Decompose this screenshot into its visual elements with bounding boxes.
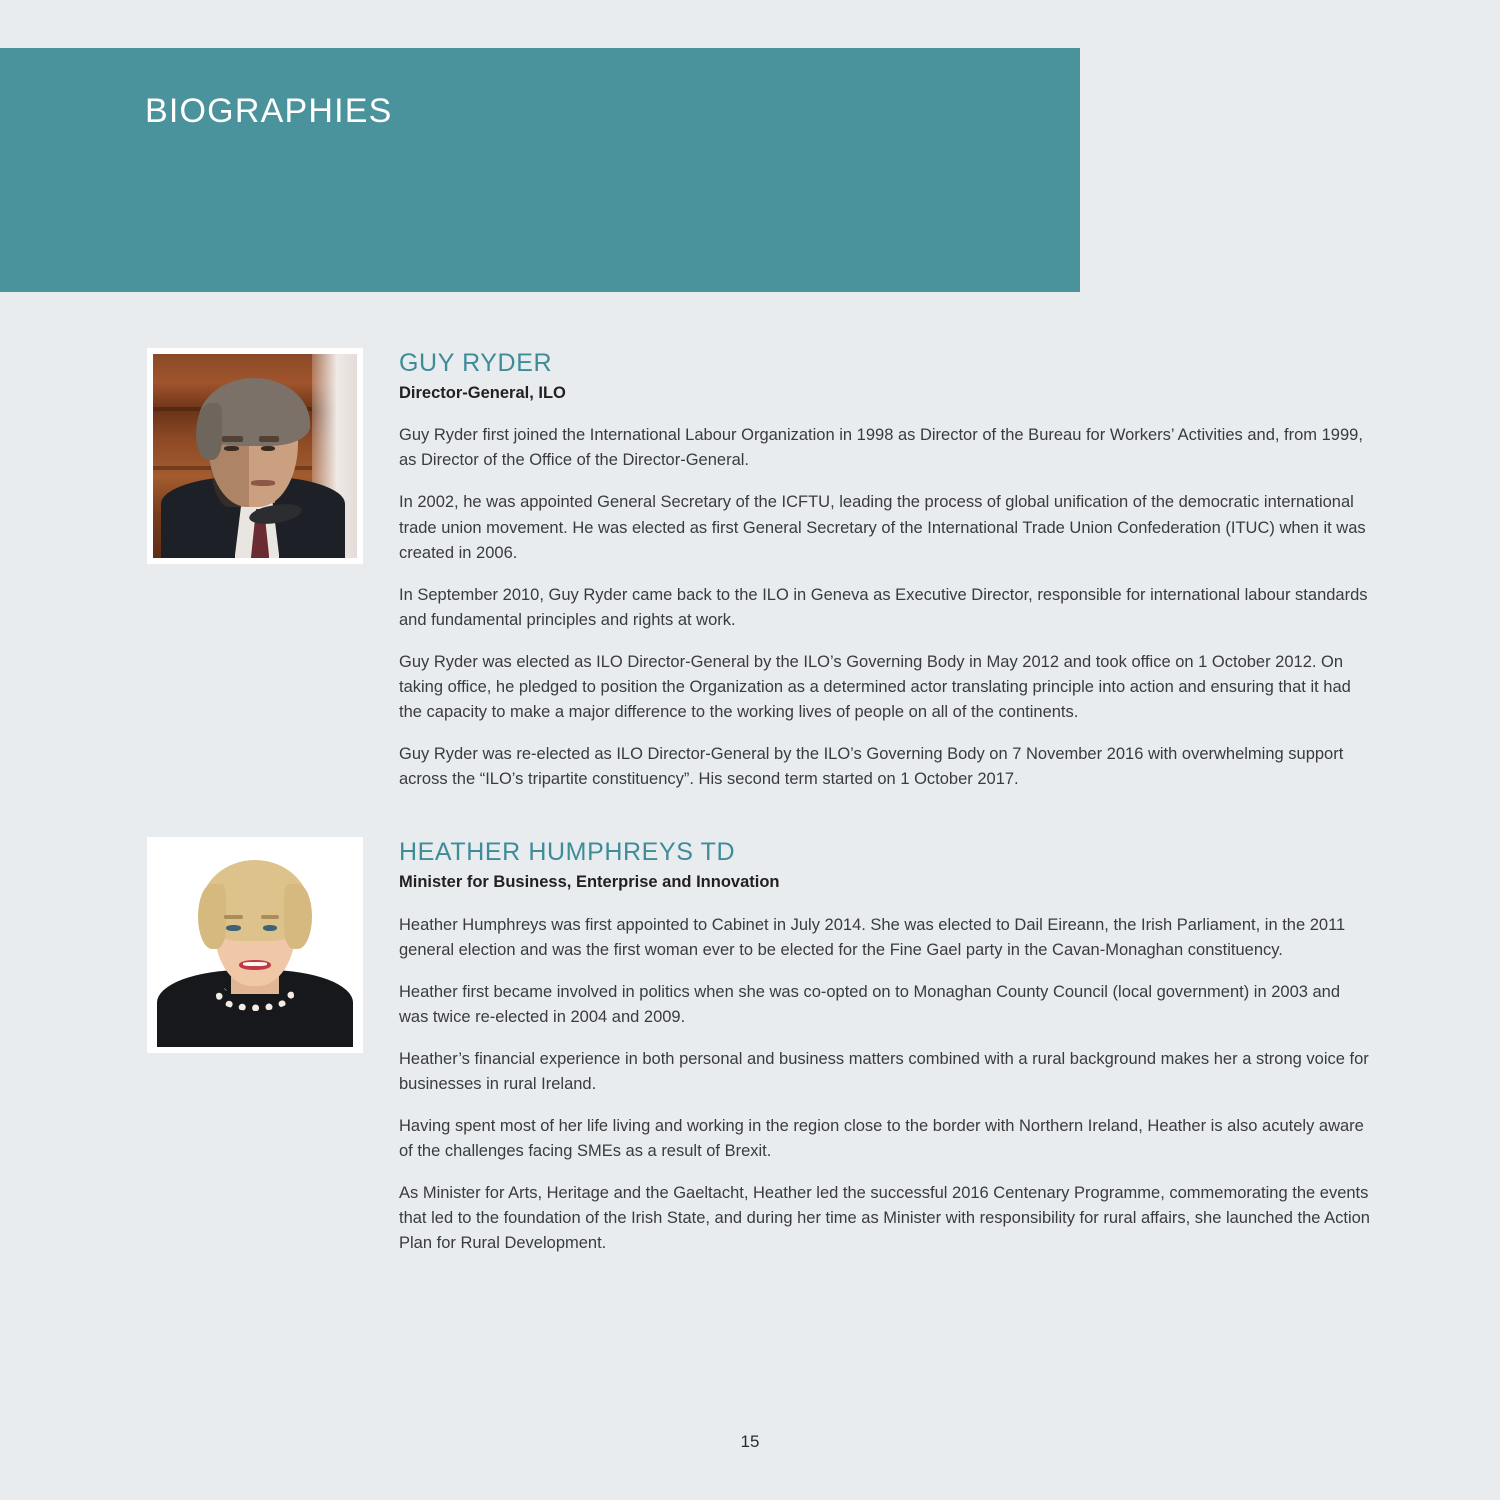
photo-mouth bbox=[251, 480, 275, 485]
photo-eye-right bbox=[263, 925, 277, 931]
biography-name: HEATHER HUMPHREYS TD bbox=[399, 838, 736, 867]
photo-hair-side-right bbox=[284, 884, 313, 949]
biography-paragraph: Heather’s financial experience in both personal and business matters combined with a rural background makes her a strong voice for businesses in rural Ireland. bbox=[399, 1049, 1369, 1093]
photo-eye-left bbox=[224, 446, 238, 451]
biography-paragraph: Heather Humphreys was first appointed to Cabinet in July 2014. She was elected to Dail Eireann, the Irish Parliament, in the 2011 general election and was the first woman ever to be elected for the Fine Gael party in the Cavan-Monaghan constituency. bbox=[399, 915, 1346, 959]
photo-eyebrow-left bbox=[224, 915, 242, 919]
biography-entry bbox=[0, 837, 1500, 1256]
page-number: 15 bbox=[740, 1432, 760, 1451]
photo-eye-left bbox=[226, 925, 240, 931]
page-header-banner bbox=[0, 48, 1080, 292]
biography-role: Director-General, ILO bbox=[399, 383, 566, 402]
biography-entry bbox=[0, 348, 1500, 792]
biography-paragraph: In September 2010, Guy Ryder came back to the ILO in Geneva as Executive Director, responsible for international labour standards and fundamental principles and rights at work. bbox=[399, 585, 1368, 629]
photo-eyebrow-left bbox=[222, 436, 242, 442]
photo-eye-right bbox=[261, 446, 275, 451]
biography-role: Minister for Business, Enterprise and Innovation bbox=[399, 872, 780, 891]
page-title: BIOGRAPHIES bbox=[145, 92, 393, 130]
biography-paragraph: Guy Ryder was re-elected as ILO Director-General by the ILO’s Governing Body on 7 November 2016 with overwhelming support across the “ILO’s tripartite constituency”. His second term started on 1 October 2017. bbox=[399, 745, 1344, 789]
biography-paragraph: Heather first became involved in politics when she was co-opted on to Monaghan County Council (local government) in 2003 and was twice re-elected in 2004 and 2009. bbox=[399, 982, 1341, 1026]
photo-eyebrow-right bbox=[259, 436, 279, 442]
biography-text-block bbox=[399, 837, 1370, 1256]
avatar bbox=[147, 837, 363, 1053]
photo-eyebrow-right bbox=[261, 915, 279, 919]
photo-hair-side-left bbox=[198, 884, 227, 949]
biography-text-block bbox=[399, 348, 1370, 792]
biography-paragraph: As Minister for Arts, Heritage and the Gaeltacht, Heather led the successful 2016 Centenary Programme, commemorating the events that led to the foundation of the Irish State, and during her time as Minister with responsibility for rural affairs, she launched the Action Plan for Rural Development. bbox=[399, 1184, 1370, 1253]
page-content bbox=[0, 292, 1500, 1256]
biography-paragraph: Guy Ryder was elected as ILO Director-General by the ILO’s Governing Body in May 2012 and took office on 1 October 2012. On taking office, he pledged to position the Organization as a determined actor translating principle into action and ensuring that it had the capacity to make a major difference to the working lives of people on all of the continents. bbox=[399, 652, 1351, 721]
photo-pearl-necklace bbox=[216, 980, 294, 1011]
photo-teeth bbox=[243, 962, 267, 966]
portrait-photo-heather-humphreys bbox=[153, 843, 357, 1047]
biography-paragraph: In 2002, he was appointed General Secretary of the ICFTU, leading the process of global unification of the democratic international trade union movement. He was elected as first General Secretary of the International Trade Union Confederation (ITUC) when it was created in 2006. bbox=[399, 493, 1366, 562]
avatar bbox=[147, 348, 363, 564]
biography-paragraph: Having spent most of her life living and working in the region close to the border with Northern Ireland, Heather is also acutely aware of the challenges facing SMEs as a result of Brexit. bbox=[399, 1117, 1364, 1161]
portrait-photo-guy-ryder bbox=[153, 354, 357, 558]
photo-hair-side bbox=[196, 403, 223, 460]
biography-paragraph: Guy Ryder first joined the International Labour Organization in 1998 as Director of the Bureau for Workers’ Activities and, from 1999, as Director of the Office of the Director-General. bbox=[399, 426, 1363, 470]
biography-name: GUY RYDER bbox=[399, 349, 553, 377]
